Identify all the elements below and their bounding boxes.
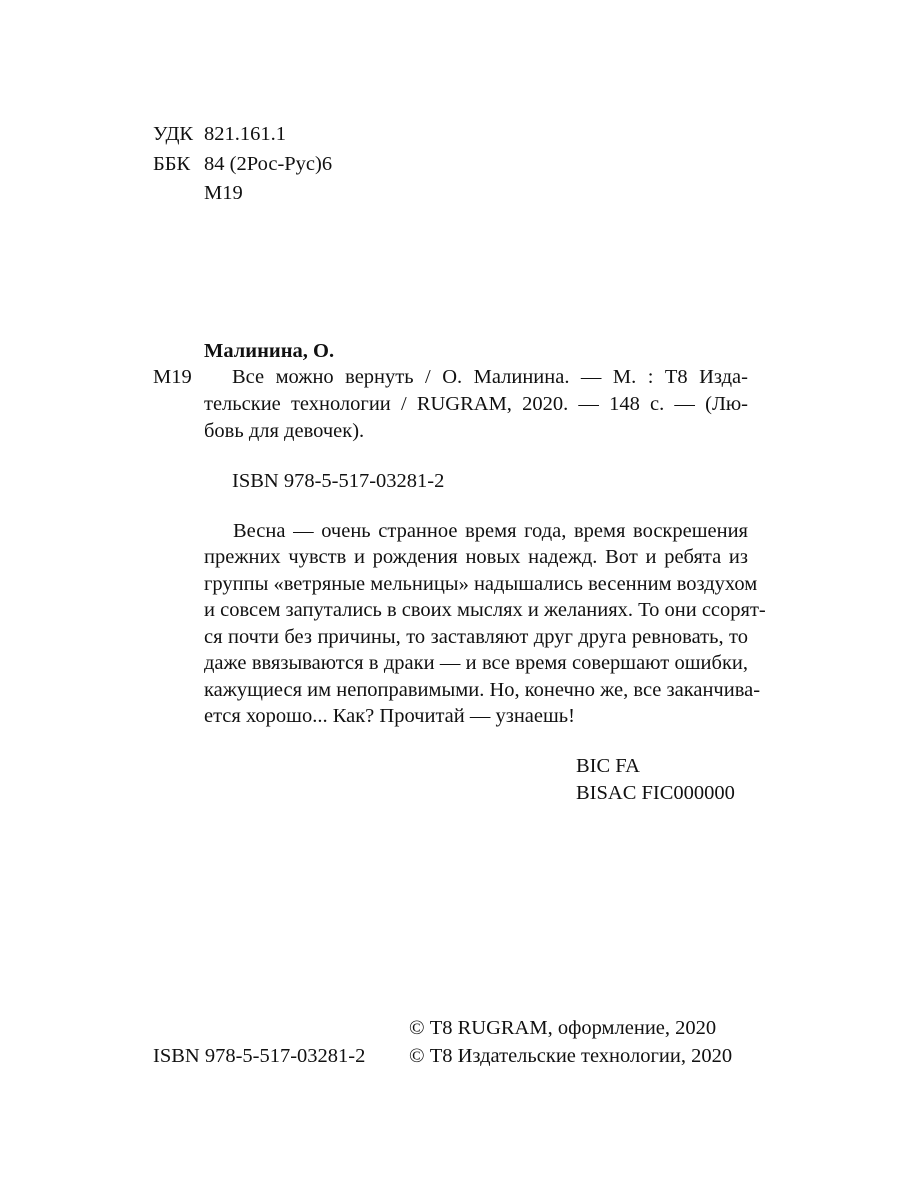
isbn-entry: ISBN 978-5-517-03281-2 (232, 470, 445, 492)
footer-isbn: ISBN 978-5-517-03281-2 (153, 1045, 366, 1067)
bbk-value: 84 (2Рос-Рус)6 (204, 153, 333, 175)
annotation-line: ется хорошо... Как? Прочитай — узнаешь! (204, 705, 575, 727)
description-line: Все можно вернуть / О. Малинина. — М. : Т8 Изда- (232, 366, 748, 388)
author-mark: М19 (204, 182, 243, 204)
author-name: Малинина, О. (204, 340, 335, 362)
bic-code: BIC FA (576, 755, 640, 777)
annotation-line: кажущиеся им непоправимыми. Но, конечно же, все заканчива- (204, 679, 761, 701)
annotation-line: Весна — очень странное время года, время воскрешения (233, 520, 748, 542)
copyright-publisher: © Т8 Издательские технологии, 2020 (409, 1045, 733, 1067)
description-line: тельские технологии / RUGRAM, 2020. — 148 с. — (Лю- (204, 393, 748, 415)
annotation-line: и совсем запутались в своих мыслях и желаниях. То они ссорят- (204, 599, 766, 621)
annotation-line: ся почти без причины, то заставляют друг друга ревновать, то (204, 626, 748, 648)
annotation-line: прежних чувств и рождения новых надежд. Вот и ребята из (204, 546, 748, 568)
annotation-line: группы «ветряные мельницы» надышались весенним воздухом (204, 573, 758, 595)
bbk-label: ББК (153, 153, 191, 175)
copyright-design: © Т8 RUGRAM, оформление, 2020 (409, 1017, 717, 1039)
udk-label: УДК (153, 123, 194, 145)
udk-value: 821.161.1 (204, 123, 286, 145)
entry-mark: М19 (153, 366, 192, 388)
annotation-line: даже ввязываются в драки — и все время совершают ошибки, (204, 652, 748, 674)
bisac-code: BISAC FIC000000 (576, 782, 735, 804)
description-line: бовь для девочек). (204, 420, 365, 442)
